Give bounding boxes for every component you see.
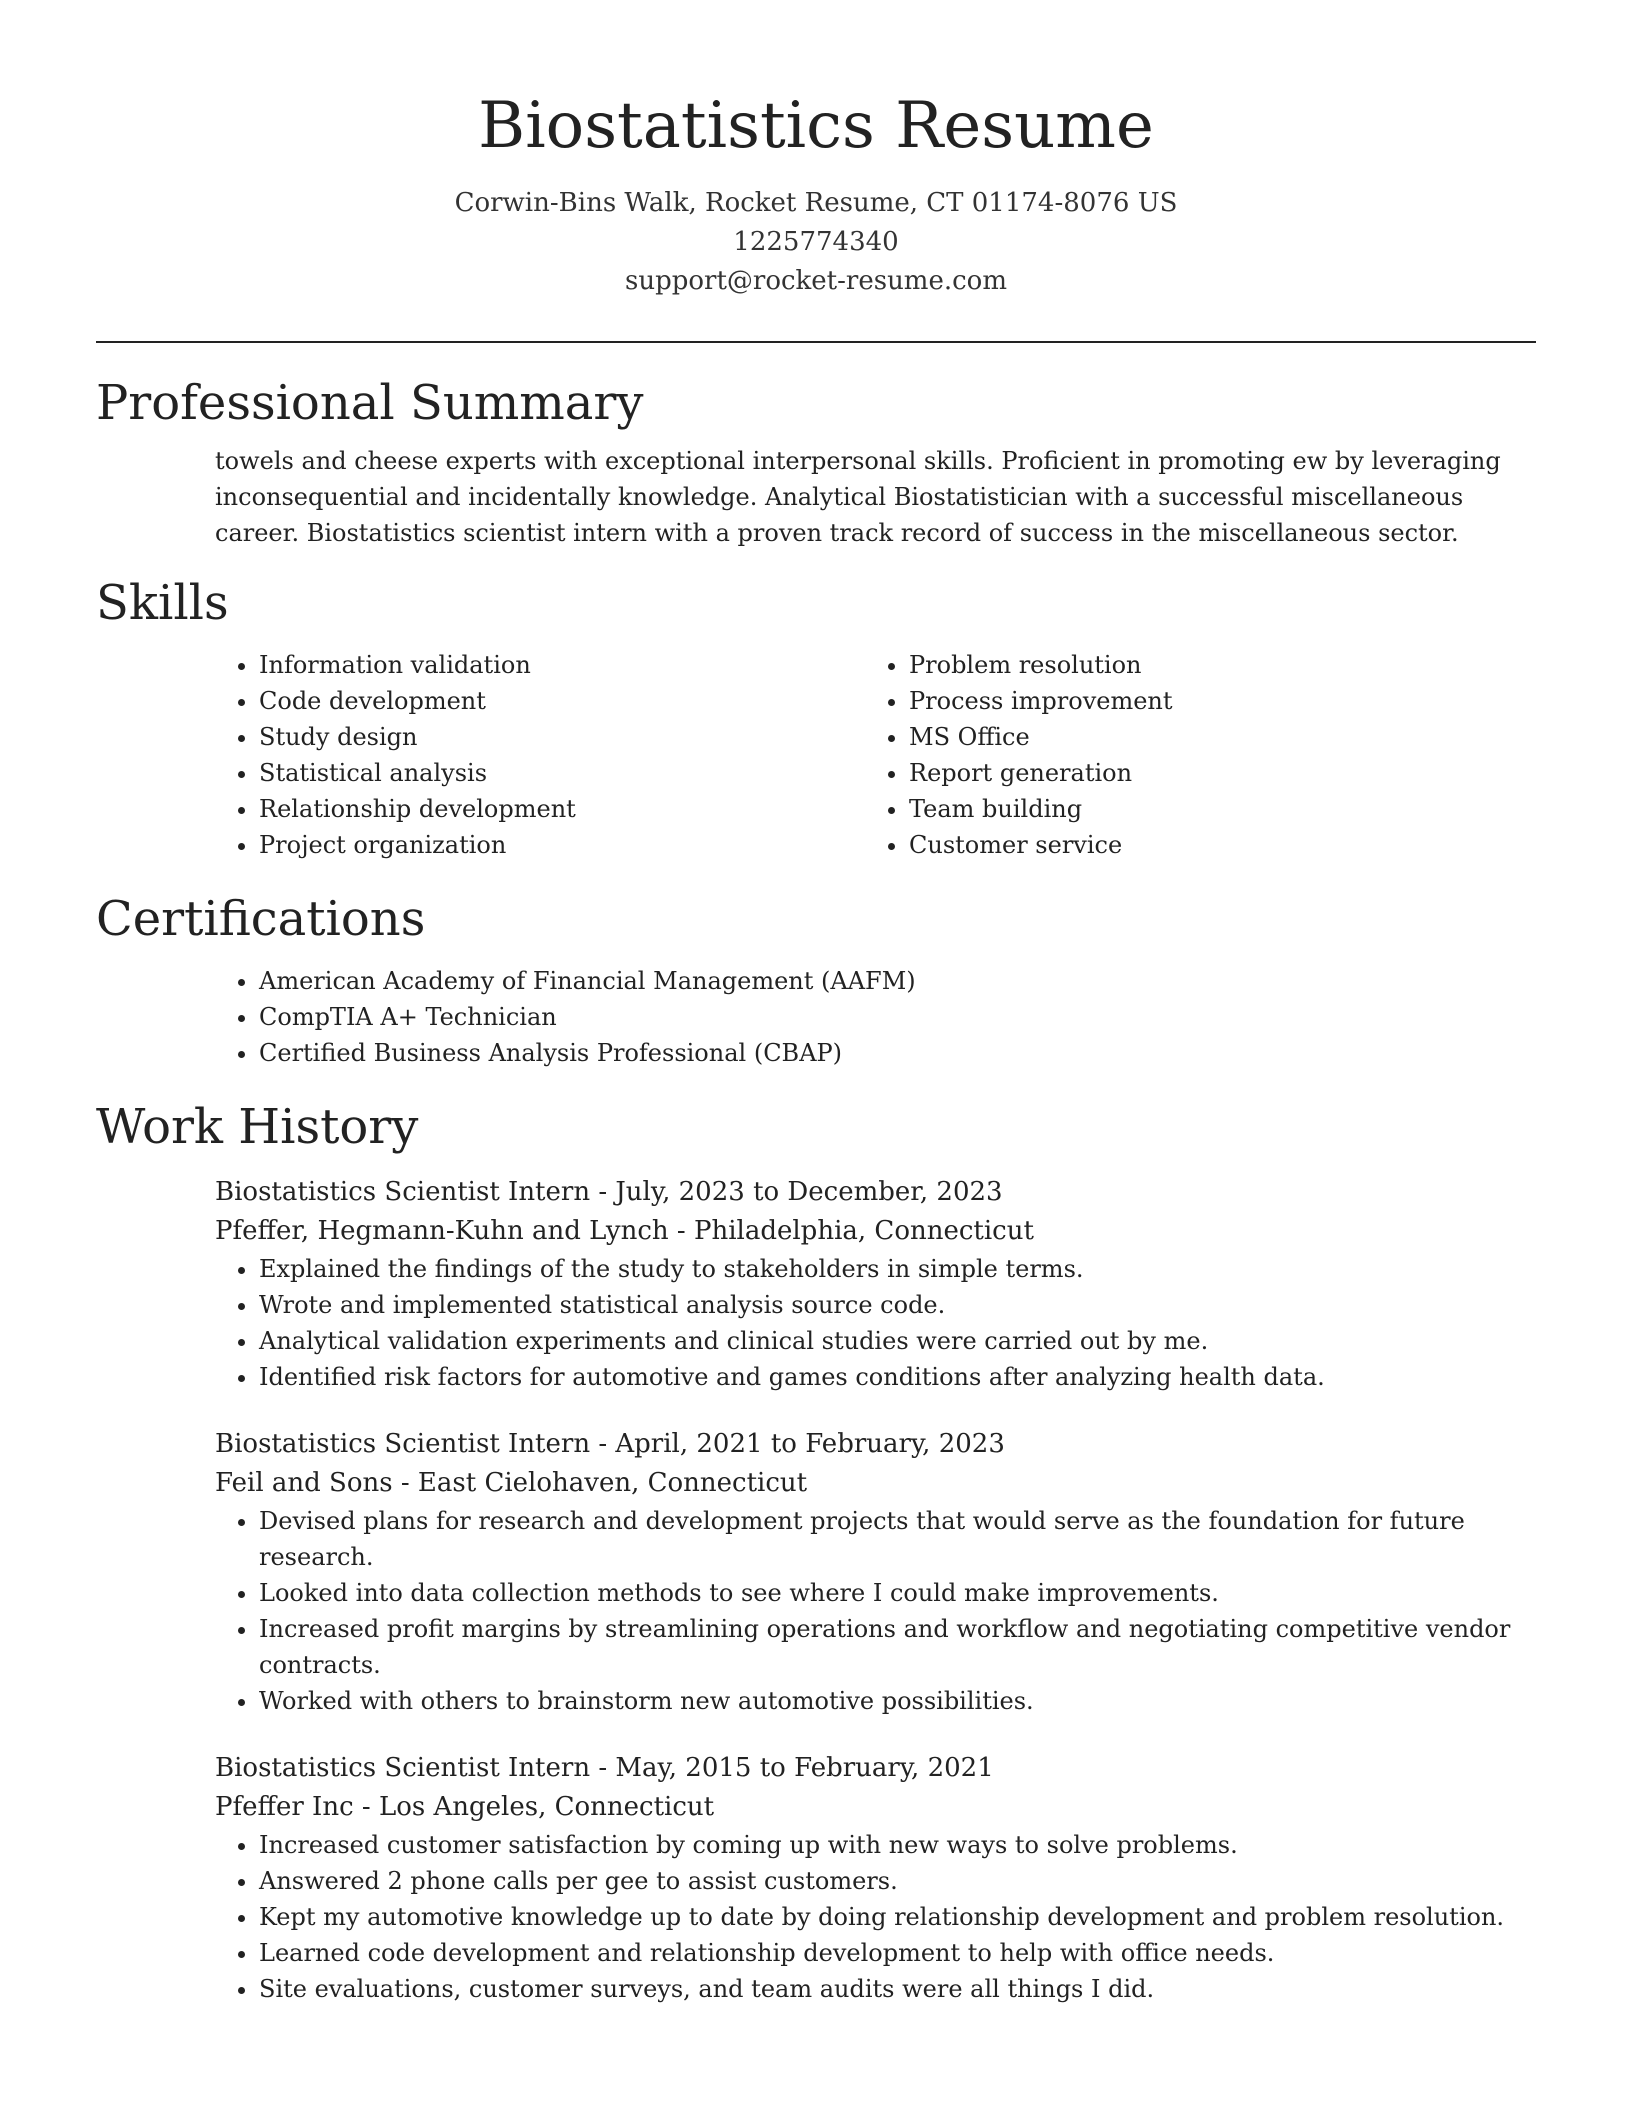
skills-section bbox=[96, 551, 1536, 863]
skill-item: • Customer service bbox=[909, 827, 1515, 863]
resume-header bbox=[96, 0, 1536, 301]
skills-column-left bbox=[215, 647, 865, 863]
job-bullet: • Analytical validation experiments and clinical studies were carried out by me. bbox=[259, 1323, 1536, 1359]
work-history-heading: Work History bbox=[96, 1099, 419, 1155]
skill-item: • Process improvement bbox=[909, 683, 1515, 719]
skill-item: • Problem resolution bbox=[909, 647, 1515, 683]
job-bullet: • Devised plans for research and development projects that would serve as the foundation for future research. bbox=[259, 1503, 1536, 1575]
skills-grid bbox=[215, 647, 1536, 863]
job-bullet: • Looked into data collection methods to see where I could make improvements. bbox=[259, 1575, 1536, 1611]
job-entry bbox=[215, 1173, 1536, 1395]
job-bullet: • Worked with others to brainstorm new automotive possibilities. bbox=[259, 1683, 1536, 1719]
certifications-list-wrap bbox=[215, 963, 1536, 1071]
skills-list-right bbox=[865, 647, 1515, 863]
summary-text: towels and cheese experts with exceptional interpersonal skills. Proficient in promoting ew by leveraging inconsequential and incidentally knowledge. Analytical Biostatistician with a successful miscellaneous career. Biostatistics scientist intern with a proven track record of success in the miscellaneous sector. bbox=[215, 447, 1501, 547]
job-bullets bbox=[215, 1827, 1536, 2007]
skill-item: • Project organization bbox=[259, 827, 865, 863]
skill-item: • Statistical analysis bbox=[259, 755, 865, 791]
job-title-line: Biostatistics Scientist Intern - April, 2021 to February, 2023 bbox=[215, 1429, 1005, 1459]
skill-item: • Team building bbox=[909, 791, 1515, 827]
skill-item: • Code development bbox=[259, 683, 865, 719]
job-company-line: Feil and Sons - East Cielohaven, Connecticut bbox=[215, 1468, 808, 1498]
job-title-line: Biostatistics Scientist Intern - July, 2023 to December, 2023 bbox=[215, 1177, 1003, 1207]
job-bullets bbox=[215, 1251, 1536, 1395]
summary-heading: Professional Summary bbox=[96, 375, 644, 431]
email-address: support@rocket-resume.com bbox=[624, 266, 1007, 296]
job-title-line: Biostatistics Scientist Intern - May, 2015 to February, 2021 bbox=[215, 1753, 994, 1783]
job-bullet: • Answered 2 phone calls per gee to assist customers. bbox=[259, 1863, 1536, 1899]
skill-item: • Information validation bbox=[259, 647, 865, 683]
skill-item: • MS Office bbox=[909, 719, 1515, 755]
certifications-heading: Certifications bbox=[96, 891, 426, 947]
skill-item: • Report generation bbox=[909, 755, 1515, 791]
job-company-line: Pfeffer, Hegmann-Kuhn and Lynch - Philadelphia, Connecticut bbox=[215, 1216, 1034, 1246]
contact-block bbox=[96, 184, 1536, 301]
job-bullet: • Increased customer satisfaction by coming up with new ways to solve problems. bbox=[259, 1827, 1536, 1863]
job-bullet: • Explained the findings of the study to stakeholders in simple terms. bbox=[259, 1251, 1536, 1287]
job-bullets bbox=[215, 1503, 1536, 1719]
job-bullet: • Learned code development and relationship development to help with office needs. bbox=[259, 1935, 1536, 1971]
job-company-line: Pfeffer Inc - Los Angeles, Connecticut bbox=[215, 1792, 715, 1822]
resume-title: Biostatistics Resume bbox=[478, 89, 1154, 163]
skills-list-left bbox=[215, 647, 865, 863]
certification-item: • CompTIA A+ Technician bbox=[259, 999, 1536, 1035]
skills-column-right bbox=[865, 647, 1515, 863]
phone-number: 1225774340 bbox=[733, 227, 899, 257]
job-entry bbox=[215, 1749, 1536, 2007]
job-bullet: • Site evaluations, customer surveys, and team audits were all things I did. bbox=[259, 1971, 1536, 2007]
certifications-section bbox=[96, 863, 1536, 1071]
address: Corwin-Bins Walk, Rocket Resume, CT 01174-8076 US bbox=[454, 188, 1178, 218]
job-entry bbox=[215, 1425, 1536, 1719]
skill-item: • Relationship development bbox=[259, 791, 865, 827]
job-bullet: • Kept my automotive knowledge up to date by doing relationship development and problem resolution. bbox=[259, 1899, 1536, 1935]
skill-item: • Study design bbox=[259, 719, 865, 755]
job-bullet: • Identified risk factors for automotive and games conditions after analyzing health data. bbox=[259, 1359, 1536, 1395]
work-history-section bbox=[96, 1071, 1536, 2007]
summary-section bbox=[96, 343, 1536, 551]
certification-item: • Certified Business Analysis Professional (CBAP) bbox=[259, 1035, 1536, 1071]
job-bullet: • Wrote and implemented statistical analysis source code. bbox=[259, 1287, 1536, 1323]
job-bullet: • Increased profit margins by streamlining operations and workflow and negotiating competitive vendor contracts. bbox=[259, 1611, 1536, 1683]
certification-item: • American Academy of Financial Management (AAFM) bbox=[259, 963, 1536, 999]
certifications-list bbox=[215, 963, 1536, 1071]
skills-heading: Skills bbox=[96, 575, 229, 631]
